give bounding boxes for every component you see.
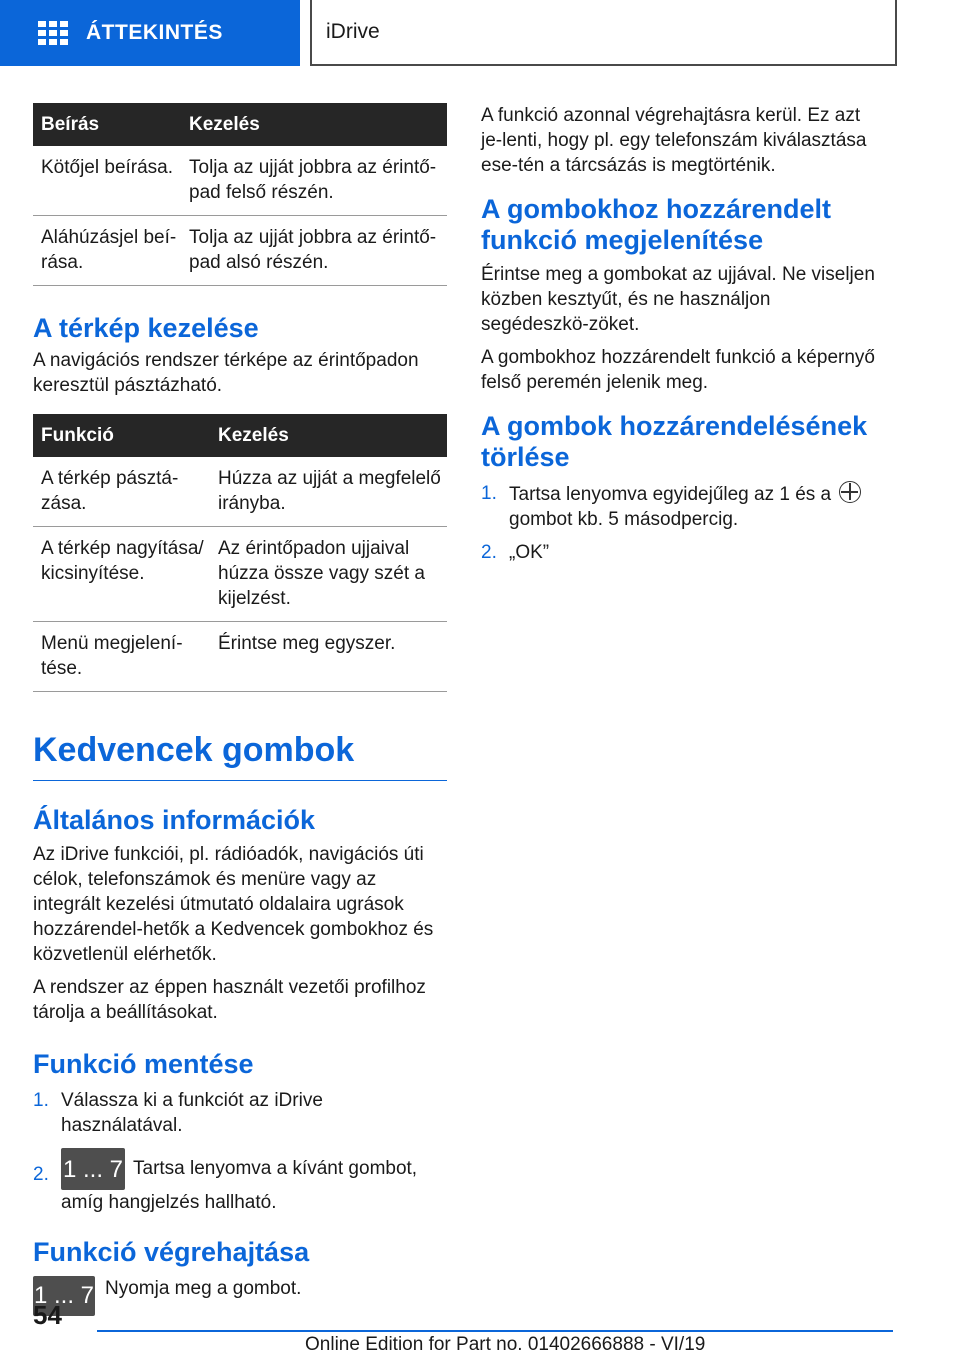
wheel-icon [839,481,861,503]
general-info-heading: Általános információk [33,805,316,835]
list-item: 1. Tartsa lenyomva egyidejűleg az 1 és a gombot kb. 5 másodpercig. [481,481,881,532]
intro-text: A funkció azonnal végrehajtásra kerül. Ez azt je-lenti, hogy pl. egy telefonszám kiválasztása ese-tén a tárcsázás is megtörténik. [481,105,867,176]
save-function-heading: Funkció mentése [33,1049,254,1079]
left-column [33,103,447,1316]
chapter-title: Kedvencek gombok [33,730,447,781]
general-info-text: Az iDrive funkciói, pl. rádióadók, navigációs úti célok, telefonszámok és menüre vagy az integrált kezelési útmutató oldalaira ugrások hozzárendel-hetők a Kedvencek gombokhoz és közvetlenül elérhetők. [33,844,434,965]
right-column [481,103,881,565]
table-cell: Húzza az ujját a megfelelő irányba. [210,457,447,527]
header-tab-label: ÁTTEKINTÉS [86,21,223,44]
execute-text: Nyomja meg a gombot. [105,1278,302,1299]
footer-divider [97,1330,893,1332]
list-item: 1. Válassza ki a funkciót az iDrive használatával. [33,1090,323,1136]
favorite-key-icon: 1 ... 7 [61,1148,125,1190]
grid-menu-icon [38,21,68,45]
save-steps [33,1088,447,1215]
table-cell: Tolja az ujját jobbra az érintő-pad alsó részén. [181,216,447,286]
list-item: 2. 1 ... 7 Tartsa lenyomva a kívánt gombot, amíg hangjelzés hallható. [33,1148,447,1215]
table-row [33,527,447,622]
table-cell: Menü megjelení-tése. [33,622,210,692]
general-info-text-2: A rendszer az éppen használt vezetői profilhoz tárolja a beállításokat. [33,977,426,1023]
table-cell: Aláhúzásjel beí-rása. [33,216,181,286]
table-cell: A térkép pásztá-zása. [33,457,210,527]
delete-heading: A gombok hozzárendelésének törlése [481,411,868,472]
table-row [33,216,447,286]
display-text: Érintse meg a gombokat az ujjával. Ne viseljen közben kesztyűt, és ne használjon segédeszkö-zöket. [481,264,875,335]
table-header: Beírás [33,103,181,146]
table-cell: Tolja az ujját jobbra az érintő-pad felső részén. [181,146,447,216]
execute-function-heading: Funkció végrehajtása [33,1237,310,1267]
table-header: Funkció [33,414,210,457]
header-section-label: iDrive [326,20,380,43]
table-row [33,622,447,692]
favorite-key-icon: 1 ... 7 [33,1276,95,1316]
table-cell: A térkép nagyítása/ kicsinyítése. [33,527,210,622]
table-cell: Érintse meg egyszer. [210,622,447,692]
display-heading: A gombokhoz hozzárendelt funkció megjelenítése [481,194,831,255]
table-cell: Az érintőpadon ujjaival húzza össze vagy szét a kijelzést. [210,527,447,622]
execute-row [33,1276,447,1316]
display-text-2: A gombokhoz hozzárendelt funkció a képernyő felső peremén jelenik meg. [481,347,875,393]
page-number: 54 [33,1300,62,1330]
map-text: A navigációs rendszer térképe az érintőpadon keresztül pásztázható. [33,350,419,396]
header-tab [0,0,300,66]
table-header: Kezelés [210,414,447,457]
table-row [33,146,447,216]
list-item: 2. „OK” [481,542,550,563]
table-row [33,457,447,527]
header-section [310,0,897,66]
map-heading: A térkép kezelése [33,313,259,343]
map-table [33,414,447,692]
table-header: Kezelés [181,103,447,146]
table-cell: Kötőjel beírása. [33,146,181,216]
delete-steps [481,481,881,565]
input-table [33,103,447,286]
footer-edition: Online Edition for Part no. 01402666888 - VI/19 [305,1334,706,1355]
